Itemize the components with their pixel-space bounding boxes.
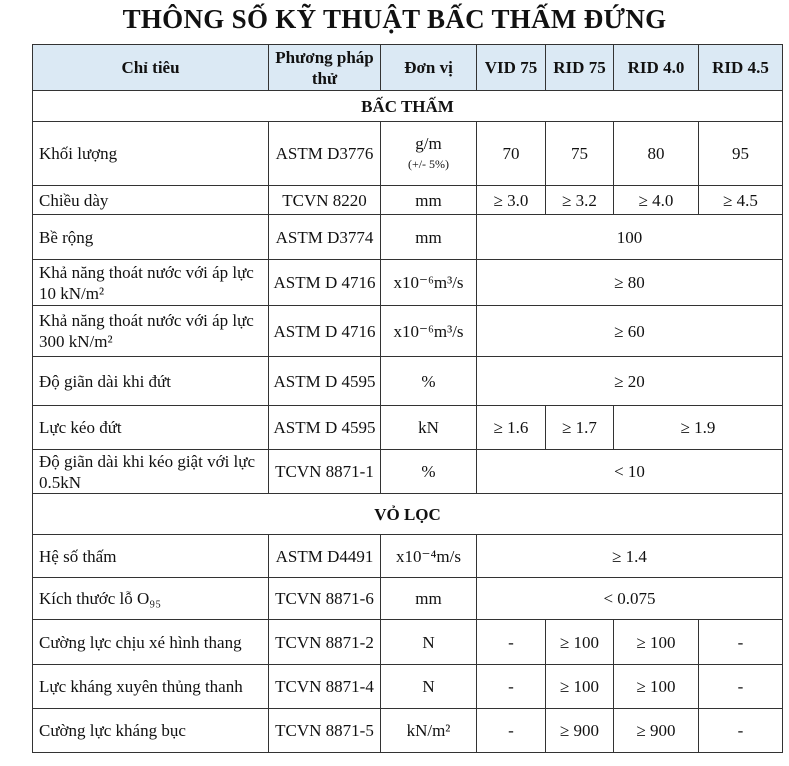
unit-cell	[381, 620, 477, 665]
unit-note: (+/- 5%)	[407, 156, 450, 171]
value-cell: ≥ 20	[477, 357, 783, 406]
method-cell: TCVN 8871-2	[269, 620, 381, 665]
value-cell: ≥ 4.0	[614, 186, 699, 215]
unit-cell	[381, 260, 477, 306]
value-cell: ≥ 3.0	[477, 186, 546, 215]
unit-cell	[381, 357, 477, 406]
method-cell: ASTM D 4716	[269, 260, 381, 306]
value-cell: -	[699, 665, 783, 709]
table-row	[33, 535, 783, 578]
unit-text: kN/m²	[406, 721, 451, 740]
value-cell: ≥ 60	[477, 306, 783, 357]
value-cell: ≥ 1.6	[477, 406, 546, 450]
page-title: THÔNG SỐ KỸ THUẬT BẤC THẤM ĐỨNG	[122, 4, 667, 34]
method-cell: ASTM D4491	[269, 535, 381, 578]
unit-text: %	[421, 371, 436, 391]
criteria-cell: Hệ số thấm	[33, 535, 269, 578]
unit-cell	[381, 406, 477, 450]
value-cell: < 10	[477, 450, 783, 494]
value-cell: ≥ 100	[614, 665, 699, 709]
unit-text: x10⁻⁶m³/s	[393, 273, 464, 292]
value-cell: 80	[614, 122, 699, 186]
unit-text: x10⁻⁶m³/s	[393, 321, 464, 341]
unit-text: N	[422, 677, 435, 696]
section-heading: BẤC THẤM	[33, 91, 783, 122]
unit-cell	[381, 450, 477, 494]
method-cell: TCVN 8871-6	[269, 578, 381, 620]
header-unit: Đơn vị	[381, 45, 477, 91]
value-cell: ≥ 100	[614, 620, 699, 665]
method-cell: TCVN 8871-4	[269, 665, 381, 709]
method-cell: TCVN 8871-5	[269, 709, 381, 753]
criteria-cell: Độ giãn dài khi kéo giật với lực 0.5kN	[33, 450, 269, 494]
header-criteria: Chỉ tiêu	[33, 45, 269, 91]
unit-cell	[381, 709, 477, 753]
table-row	[33, 620, 783, 665]
value-cell: 100	[477, 215, 783, 260]
section-row	[33, 91, 783, 122]
header-rid45: RID 4.5	[699, 45, 783, 91]
method-cell: ASTM D 4595	[269, 357, 381, 406]
method-cell: ASTM D3776	[269, 122, 381, 186]
criteria-cell: Chiều dày	[33, 186, 269, 215]
unit-text: mm	[415, 589, 442, 608]
unit-text: mm	[415, 227, 442, 247]
value-cell: ≥ 1.4	[477, 535, 783, 578]
section-heading: VỎ LỌC	[33, 494, 783, 535]
value-cell: ≥ 100	[546, 665, 614, 709]
value-cell: ≥ 100	[546, 620, 614, 665]
table-row	[33, 450, 783, 494]
value-cell: ≥ 80	[477, 260, 783, 306]
header-vid75: VID 75	[477, 45, 546, 91]
spec-table	[32, 44, 783, 753]
header-method: Phương pháp thử	[269, 45, 381, 91]
method-cell: ASTM D 4595	[269, 406, 381, 450]
unit-text: x10⁻⁴m/s	[396, 546, 461, 566]
criteria-cell: Khả năng thoát nước với áp lực 300 kN/m²	[33, 306, 269, 357]
value-cell: -	[477, 709, 546, 753]
method-cell: TCVN 8220	[269, 186, 381, 215]
table-row	[33, 406, 783, 450]
criteria-cell: Khả năng thoát nước với áp lực 10 kN/m²	[33, 260, 269, 306]
table-row	[33, 709, 783, 753]
criteria-cell: Cường lực kháng bục	[33, 709, 269, 753]
unit-cell	[381, 578, 477, 620]
table-row	[33, 357, 783, 406]
value-cell: 95	[699, 122, 783, 186]
table-row	[33, 665, 783, 709]
table-row	[33, 186, 783, 215]
table-row	[33, 215, 783, 260]
value-cell: ≥ 900	[546, 709, 614, 753]
table-row	[33, 260, 783, 306]
value-cell: -	[477, 620, 546, 665]
value-cell: ≥ 1.7	[546, 406, 614, 450]
method-cell: ASTM D3774	[269, 215, 381, 260]
criteria-cell: Khối lượng	[33, 122, 269, 186]
unit-cell	[381, 665, 477, 709]
criteria-cell: Lực kháng xuyên thủng thanh	[33, 665, 269, 709]
unit-cell	[381, 186, 477, 215]
unit-text: %	[421, 462, 436, 481]
header-row	[33, 45, 783, 91]
criteria-cell: Lực kéo đứt	[33, 406, 269, 450]
method-cell: ASTM D 4716	[269, 306, 381, 357]
table-row	[33, 122, 783, 186]
value-cell: < 0.075	[477, 578, 783, 620]
unit-cell	[381, 535, 477, 578]
unit-cell	[381, 306, 477, 357]
header-rid40: RID 4.0	[614, 45, 699, 91]
header-rid75: RID 75	[546, 45, 614, 91]
value-cell: -	[477, 665, 546, 709]
criteria-cell: Cường lực chịu xé hình thang	[33, 620, 269, 665]
value-cell: -	[699, 709, 783, 753]
value-cell: 70	[477, 122, 546, 186]
value-cell: ≥ 1.9	[614, 406, 783, 450]
value-cell: ≥ 4.5	[699, 186, 783, 215]
table-row	[33, 578, 783, 620]
criteria-cell: Kích thước lỗ O₉₅	[33, 578, 269, 620]
value-cell: 75	[546, 122, 614, 186]
unit-text: N	[422, 632, 435, 652]
unit-cell	[381, 122, 477, 186]
unit-text: mm	[415, 190, 442, 210]
table-row	[33, 306, 783, 357]
method-cell: TCVN 8871-1	[269, 450, 381, 494]
criteria-cell: Bề rộng	[33, 215, 269, 260]
unit-cell	[381, 215, 477, 260]
value-cell: -	[699, 620, 783, 665]
value-cell: ≥ 3.2	[546, 186, 614, 215]
section-row	[33, 494, 783, 535]
unit-text: g/m	[415, 133, 442, 153]
value-cell: ≥ 900	[614, 709, 699, 753]
criteria-cell: Độ giãn dài khi đứt	[33, 357, 269, 406]
unit-text: kN	[418, 418, 439, 437]
